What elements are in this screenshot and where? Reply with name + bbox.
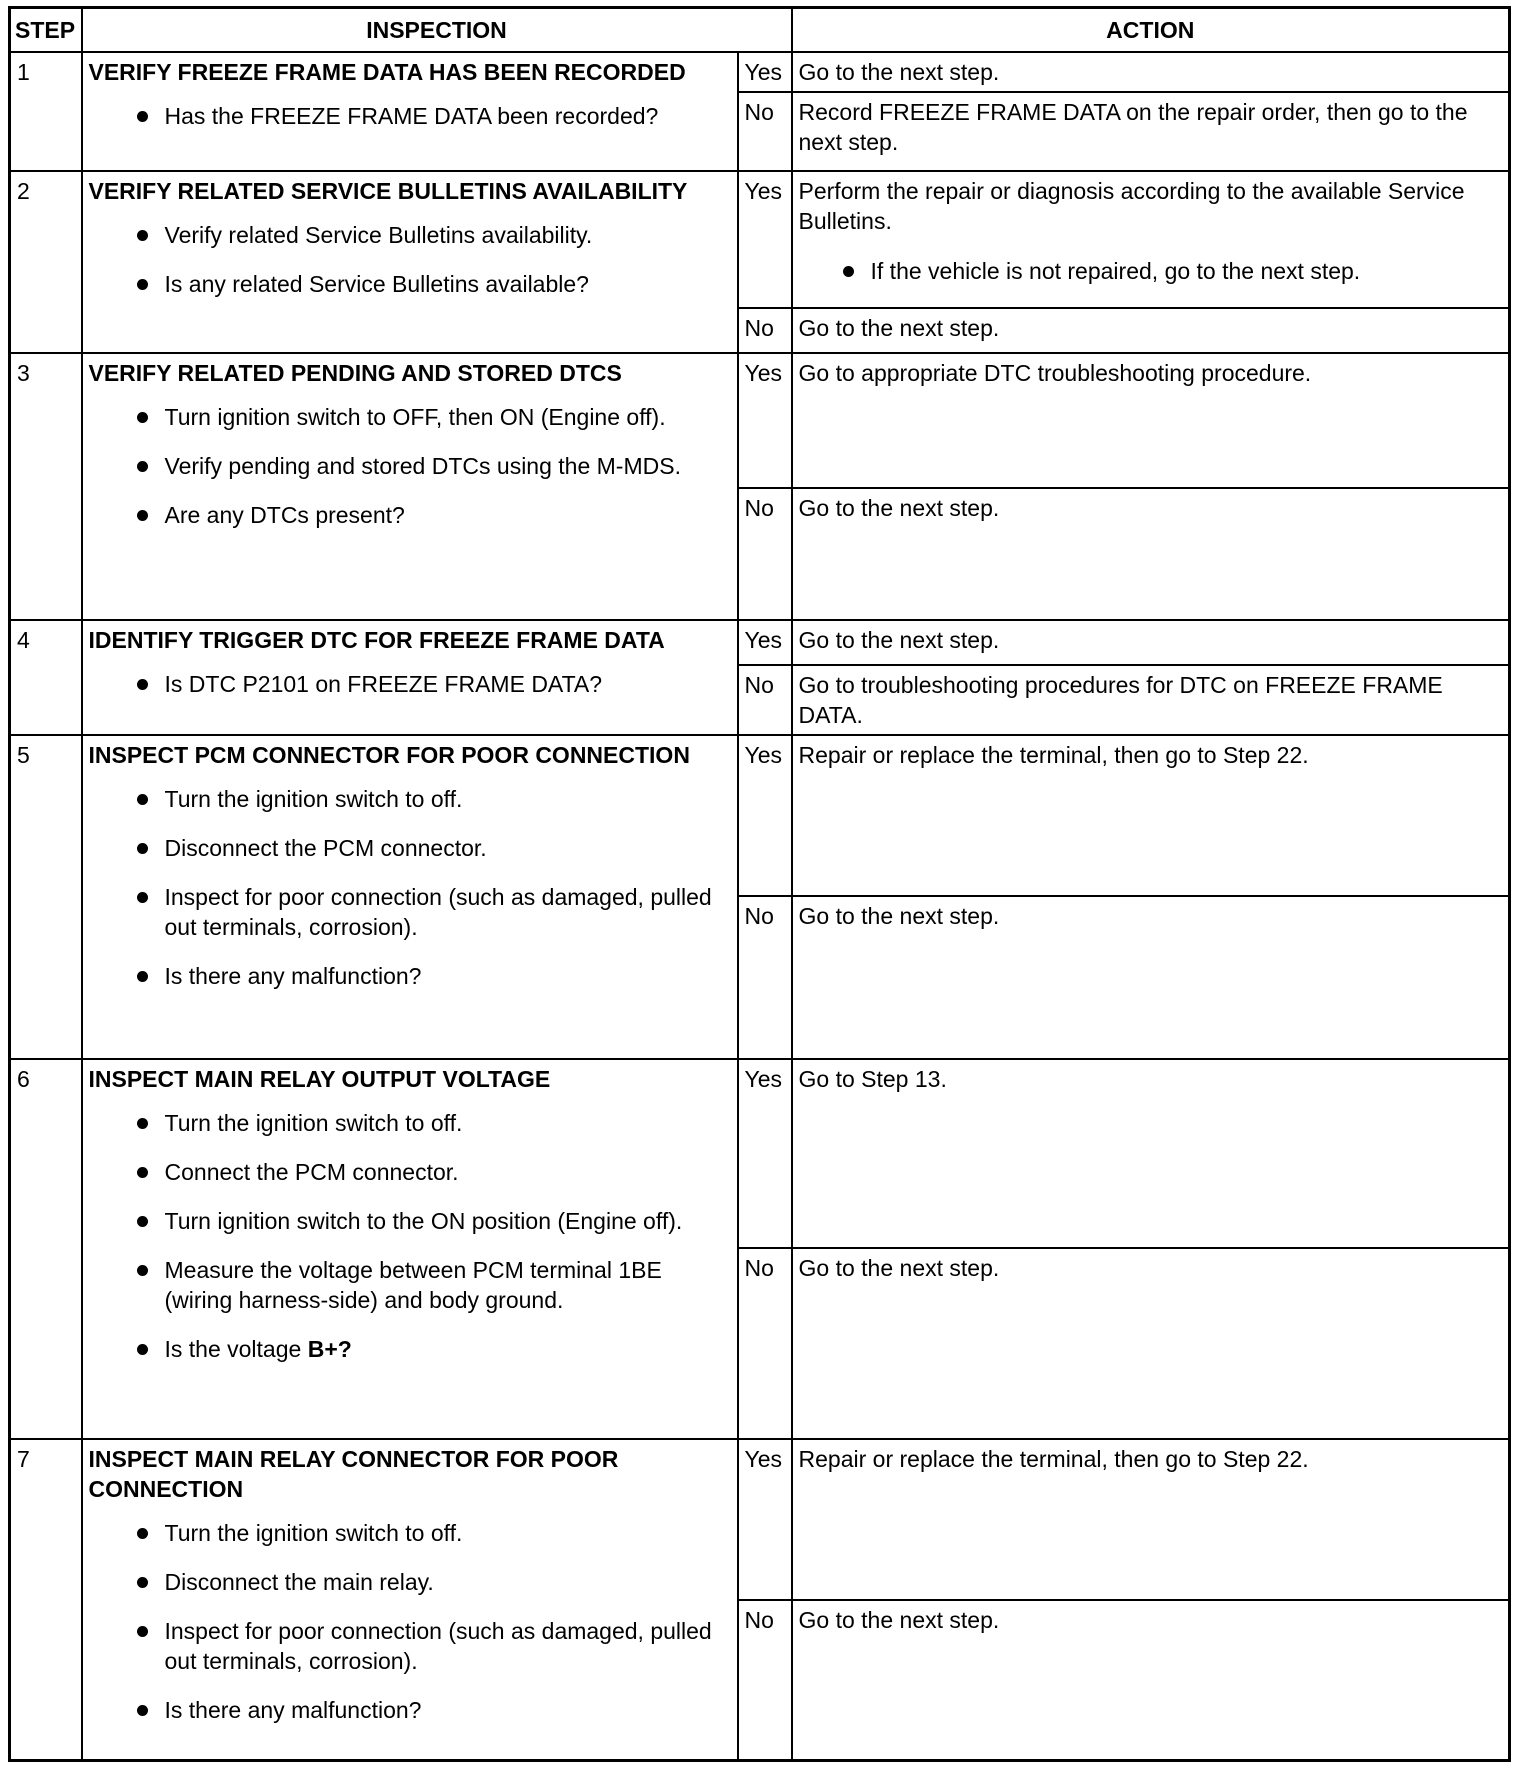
no-label: No: [738, 488, 792, 621]
list-item: Turn ignition switch to OFF, then ON (Engine off).: [133, 402, 731, 432]
inspection-cell: [82, 353, 738, 620]
step-number: 4: [10, 620, 82, 735]
inspection-list: [89, 101, 731, 131]
inspection-list: [89, 220, 731, 299]
bullet-bold-text: B+?: [307, 1335, 352, 1362]
table-row: [10, 620, 1510, 664]
list-item: Turn the ignition switch to off.: [133, 784, 731, 814]
step-number: 3: [10, 353, 82, 620]
step-number: 2: [10, 171, 82, 353]
no-action: Go to the next step.: [792, 308, 1510, 353]
step-title: VERIFY FREEZE FRAME DATA HAS BEEN RECORDED: [88, 59, 686, 86]
action-sub-list: [799, 256, 1503, 286]
no-label: No: [738, 665, 792, 735]
step-number: 6: [10, 1059, 82, 1439]
inspection-list: [89, 1518, 731, 1725]
no-action: Go to the next step.: [792, 1248, 1510, 1439]
no-action: Go to the next step.: [792, 1600, 1510, 1761]
list-item: Is DTC P2101 on FREEZE FRAME DATA?: [133, 669, 731, 699]
no-action: Go to the next step.: [792, 488, 1510, 621]
table-row: [10, 353, 1510, 488]
list-item: Turn the ignition switch to off.: [133, 1518, 731, 1548]
list-item: Are any DTCs present?: [133, 500, 731, 530]
list-item: Connect the PCM connector.: [133, 1157, 731, 1187]
list-item: Turn the ignition switch to off.: [133, 1108, 731, 1138]
list-item: Inspect for poor connection (such as damaged, pulled out terminals, corrosion).: [133, 882, 731, 942]
yes-label: Yes: [738, 52, 792, 92]
yes-label: Yes: [738, 1439, 792, 1600]
bullet-text: Is the voltage: [164, 1335, 308, 1362]
no-action: Record FREEZE FRAME DATA on the repair order, then go to the next step.: [792, 92, 1510, 170]
inspection-cell: [82, 52, 738, 171]
list-item: Is there any malfunction?: [133, 1695, 731, 1725]
yes-action: Repair or replace the terminal, then go to Step 22.: [792, 1439, 1510, 1600]
diagnostic-procedure-table: [8, 6, 1511, 1762]
list-item: Inspect for poor connection (such as damaged, pulled out terminals, corrosion).: [133, 1616, 731, 1676]
table-row: [10, 735, 1510, 896]
list-item: Verify pending and stored DTCs using the M-MDS.: [133, 451, 731, 481]
yes-action: Repair or replace the terminal, then go to Step 22.: [792, 735, 1510, 896]
step-number: 5: [10, 735, 82, 1059]
step-title: IDENTIFY TRIGGER DTC FOR FREEZE FRAME DATA: [88, 627, 665, 654]
inspection-list: [89, 402, 731, 530]
list-item: Has the FREEZE FRAME DATA been recorded?: [133, 101, 731, 131]
yes-label: Yes: [738, 735, 792, 896]
list-item: If the vehicle is not repaired, go to the next step.: [839, 256, 1503, 286]
yes-action-cell: [792, 171, 1510, 308]
no-label: No: [738, 308, 792, 353]
step-number: 7: [10, 1439, 82, 1761]
header-step: STEP: [10, 8, 82, 53]
yes-action: Go to appropriate DTC troubleshooting procedure.: [792, 353, 1510, 488]
list-item: Is any related Service Bulletins available?: [133, 269, 731, 299]
list-item: Disconnect the PCM connector.: [133, 833, 731, 863]
step-title: INSPECT MAIN RELAY OUTPUT VOLTAGE: [88, 1065, 551, 1092]
yes-label: Yes: [738, 353, 792, 488]
no-action: Go to the next step.: [792, 896, 1510, 1059]
inspection-cell: [82, 1059, 738, 1439]
no-action: Go to troubleshooting procedures for DTC on FREEZE FRAME DATA.: [792, 665, 1510, 735]
step-title: INSPECT PCM CONNECTOR FOR POOR CONNECTION: [88, 741, 690, 768]
inspection-cell: [82, 1439, 738, 1761]
yes-action: Go to Step 13.: [792, 1059, 1510, 1248]
list-item: Turn ignition switch to the ON position (Engine off).: [133, 1206, 731, 1236]
yes-label: Yes: [738, 171, 792, 308]
header-inspection: INSPECTION: [82, 8, 792, 53]
list-item: Disconnect the main relay.: [133, 1567, 731, 1597]
table-header-row: [10, 8, 1510, 53]
no-label: No: [738, 92, 792, 170]
header-action: ACTION: [792, 8, 1510, 53]
inspection-cell: [82, 620, 738, 735]
yes-action: Go to the next step.: [792, 620, 1510, 664]
step-title: VERIFY RELATED PENDING AND STORED DTCS: [88, 359, 622, 386]
table-row: [10, 1059, 1510, 1248]
inspection-list: [89, 784, 731, 991]
inspection-cell: [82, 735, 738, 1059]
list-item: Is there any malfunction?: [133, 961, 731, 991]
yes-action: Go to the next step.: [792, 52, 1510, 92]
inspection-cell: [82, 171, 738, 353]
step-number: 1: [10, 52, 82, 171]
no-label: No: [738, 1600, 792, 1761]
step-title: VERIFY RELATED SERVICE BULLETINS AVAILABILITY: [88, 177, 688, 204]
list-item: Measure the voltage between PCM terminal 1BE (wiring harness-side) and body ground.: [133, 1255, 731, 1315]
list-item: [133, 1334, 731, 1364]
yes-label: Yes: [738, 1059, 792, 1248]
table-row: [10, 1439, 1510, 1600]
no-label: No: [738, 896, 792, 1059]
table-row: [10, 52, 1510, 92]
inspection-list: [89, 1108, 731, 1364]
yes-action: Perform the repair or diagnosis according to the available Service Bulletins.: [798, 177, 1465, 234]
no-label: No: [738, 1248, 792, 1439]
list-item: Verify related Service Bulletins availability.: [133, 220, 731, 250]
inspection-list: [89, 669, 731, 699]
table-row: [10, 171, 1510, 308]
step-title: INSPECT MAIN RELAY CONNECTOR FOR POOR CONNECTION: [88, 1445, 619, 1502]
yes-label: Yes: [738, 620, 792, 664]
